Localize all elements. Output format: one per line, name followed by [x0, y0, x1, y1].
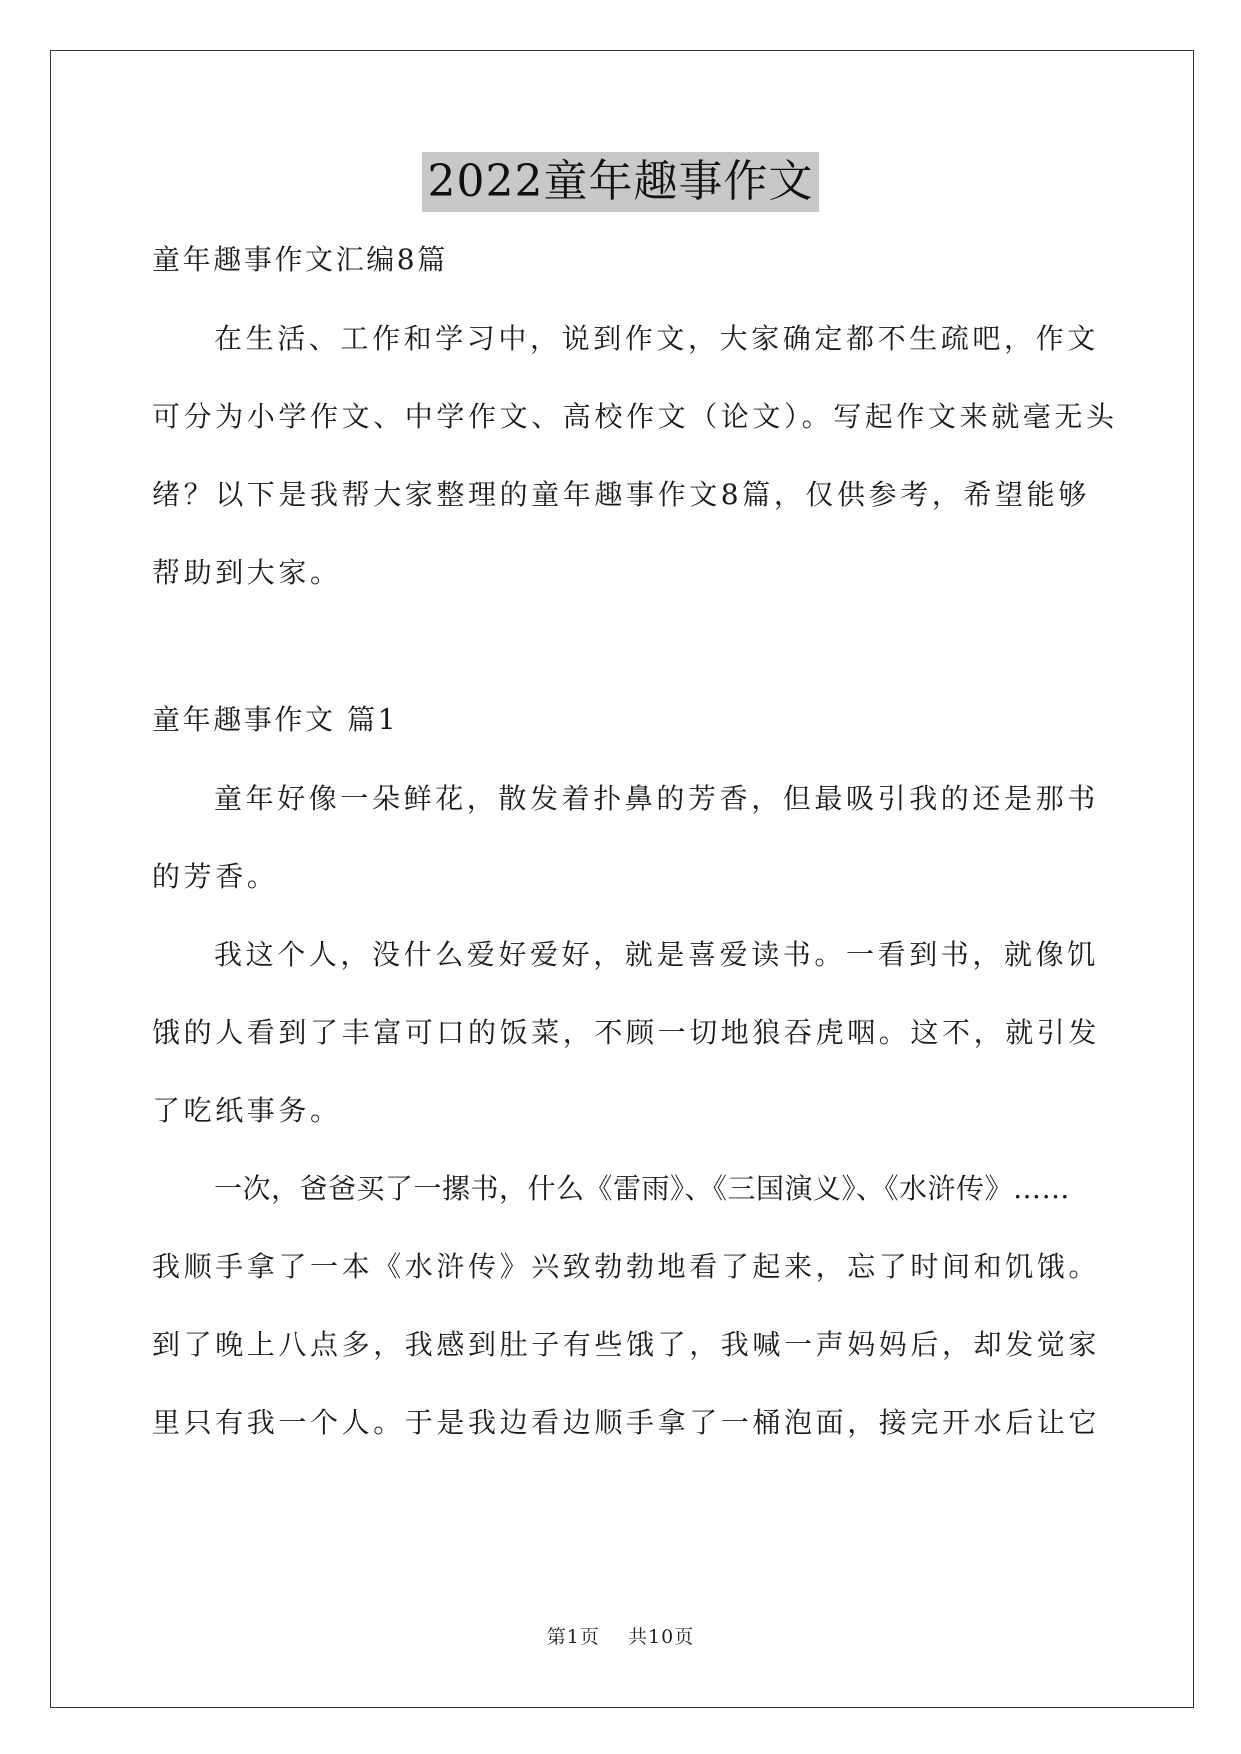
paragraph-line: 里只有我一个人。于是我边看边顺手拿了一桶泡面，接完开水后让它	[152, 1406, 1101, 1439]
intro-paragraph	[152, 300, 1118, 612]
paragraph-line: 饿的人看到了丰富可口的饭菜，不顾一切地狼吞虎咽。这不，就引发	[152, 1016, 1101, 1049]
paragraph-line: 我这个人，没什么爱好爱好，就是喜爱读书。一看到书，就像饥	[214, 938, 1099, 971]
intro-line: 在生活、工作和学习中，说到作文，大家确定都不生疏吧，作文	[214, 322, 1099, 355]
body-paragraph	[152, 1150, 1101, 1462]
intro-line: 帮助到大家。	[152, 556, 342, 589]
paragraph-line: 到了晚上八点多，我感到肚子有些饿了，我喊一声妈妈后，却发觉家	[152, 1328, 1101, 1361]
title-container	[0, 152, 1241, 212]
body-paragraph	[152, 916, 1101, 1150]
intro-line: 绪？以下是我帮大家整理的童年趣事作文8篇，仅供参考，希望能够	[152, 478, 1090, 511]
paragraph-line: 我顺手拿了一本《水浒传》兴致勃勃地看了起来，忘了时间和饥饿。	[152, 1250, 1101, 1283]
paragraph-line: 了吃纸事务。	[152, 1094, 342, 1127]
paragraph-line: 一次，爸爸买了一摞书，什么《雷雨》、《三国演义》、《水浒传》……	[214, 1172, 1071, 1205]
page-footer: 第1页 共10页	[546, 1626, 695, 1648]
subtitle: 童年趣事作文汇编8篇	[152, 243, 448, 276]
section-heading: 童年趣事作文 篇1	[152, 703, 399, 736]
document-title: 2022童年趣事作文	[422, 152, 820, 212]
body-paragraph	[152, 760, 1099, 916]
paragraph-line: 的芳香。	[152, 860, 279, 893]
intro-line: 可分为小学作文、中学作文、高校作文（论文）。写起作文来就毫无头	[152, 400, 1118, 433]
document-body	[152, 240, 1118, 1462]
paragraph-line: 童年好像一朵鲜花，散发着扑鼻的芳香，但最吸引我的还是那书	[214, 782, 1099, 815]
